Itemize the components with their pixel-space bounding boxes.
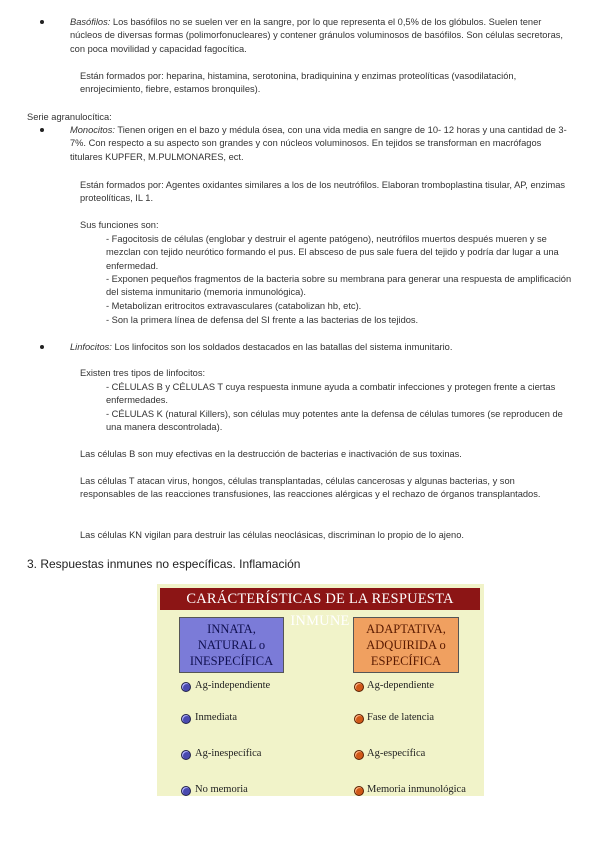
basofilos-formed: Están formados por: heparina, histamina, serotonina, bradiquinina y enzimas proteolíticas (vasodilatación, enrojecimiento, fiebre, estamos bronquiles).: [80, 71, 517, 95]
bullet-icon: [40, 128, 44, 132]
immune-response-figure: [157, 584, 484, 796]
linfocitos-term: Linfocitos:: [70, 342, 112, 352]
linfocitos-type-2: - CÉLULAS K (natural Killers), son células muy potentes ante la defensa de células tumores (se reproducen de una manera descontrolada).: [106, 409, 563, 433]
basofilos-term: Basófilos:: [70, 17, 111, 27]
orange-bullet-icon: [354, 750, 364, 760]
adaptativa-item: Ag-específica: [367, 748, 426, 759]
monocitos-functions-title: Sus funciones son:: [80, 220, 159, 230]
serie-agranulocitica-heading: Serie agranulocítica:: [27, 112, 112, 122]
adaptativa-item: Fase de latencia: [367, 712, 435, 723]
orange-bullet-icon: [354, 682, 364, 692]
linfocitos-para-t: Las células T atacan virus, hongos, células transplantadas, células cancerosas y algunas bacterias, y son responsables de las reacciones transfusiones, las reacciones alérgicas y el rechazo de órganos transplantados.: [80, 476, 541, 500]
monocitos-function-3: - Metabolizan eritrocitos extravasculares (catabolizan hb, etc).: [106, 301, 362, 311]
orange-bullet-icon: [354, 714, 364, 724]
bullet-icon: [40, 20, 44, 24]
blue-bullet-icon: [181, 750, 191, 760]
bullet-icon: [40, 345, 44, 349]
adaptativa-label: ADAPTATIVA, ADQUIRIDA o ESPECÍFICA: [366, 622, 446, 668]
monocitos-function-2: - Exponen pequeños fragmentos de la bacteria sobre su membrana para generar una respuesta de amplificación del sistema inmunitario (memoria inmunológica).: [106, 274, 572, 298]
monocitos-term: Monocitos:: [70, 125, 115, 135]
linfocitos-type-1: - CÉLULAS B y CÉLULAS T cuya respuesta inmune ayuda a combatir infecciones y protegen frente a ciertas enfermedades.: [106, 382, 556, 406]
linfocitos-types-title: Existen tres tipos de linfocitos:: [80, 368, 206, 378]
linfocitos-item: [40, 341, 572, 354]
adaptativa-item: Ag-dependiente: [367, 680, 435, 691]
linfocitos-para-b: Las células B son muy efectivas en la destrucción de bacterias e inactivación de sus toxinas.: [80, 449, 462, 459]
basofilos-item: [40, 16, 572, 56]
figure-title: CARÁCTERÍSTICAS DE LA RESPUESTA INMUNE: [160, 588, 480, 610]
blue-bullet-icon: [181, 786, 191, 796]
linfocitos-para-kn: Las células KN vigilan para destruir las células neoclásicas, discriminan lo propio de lo ajeno.: [80, 530, 464, 540]
monocitos-formed: Están formados por: Agentes oxidantes similares a los de los neutrófilos. Elaboran tromboplastina tisular, AP, enzimas proteolíticas, IL 1.: [80, 180, 566, 204]
linfocitos-text: Los linfocitos son los soldados destacados en las batallas del sistema inmunitario.: [111, 342, 453, 352]
innata-item: No memoria: [195, 784, 248, 795]
monocitos-function-4: - Son la primera línea de defensa del SI frente a las bacterias de los tejidos.: [106, 315, 419, 325]
innata-box: [179, 617, 284, 673]
adaptativa-box: [353, 617, 459, 673]
adaptativa-item: Memoria inmunológica: [367, 784, 466, 795]
blue-bullet-icon: [181, 714, 191, 724]
monocitos-text: Tienen origen en el bazo y médula ósea, con una vida media en sangre de 10- 12 horas y una cantidad de 3-7%. Con respecto a su aspecto son grandes y con núcleos voluminosos. En tejidos se transforman en macrófagos titulares KUPFER, M.PULMONARES, ect.: [70, 125, 567, 162]
monocitos-function-1: - Fagocitosis de células (englobar y destruir el agente patógeno), neutrófilos muertos después mueren y se mezclan con tejido neurótico formando el pus. El absceso de pus sale fuera del tejido y podría dar lugar a una enfermedad.: [106, 234, 559, 271]
innata-label: INNATA, NATURAL o INESPECÍFICA: [189, 622, 274, 668]
orange-bullet-icon: [354, 786, 364, 796]
innata-item: Inmediata: [195, 712, 237, 723]
innata-item: Ag-inespecífica: [195, 748, 262, 759]
section-heading: 3. Respuestas inmunes no específicas. Inflamación: [27, 557, 301, 571]
blue-bullet-icon: [181, 682, 191, 692]
innata-item: Ag-independiente: [195, 680, 271, 691]
basofilos-text: Los basófilos no se suelen ver en la sangre, por lo que representa el 0,5% de los glóbulos. Suelen tener núcleos de diversas formas (polimorfonucleares) y contener gránulos voluminosos de basófilos. Son células secretoras, con poca movilidad y capacidad fagocítica.: [70, 17, 563, 54]
monocitos-item: [40, 124, 572, 164]
